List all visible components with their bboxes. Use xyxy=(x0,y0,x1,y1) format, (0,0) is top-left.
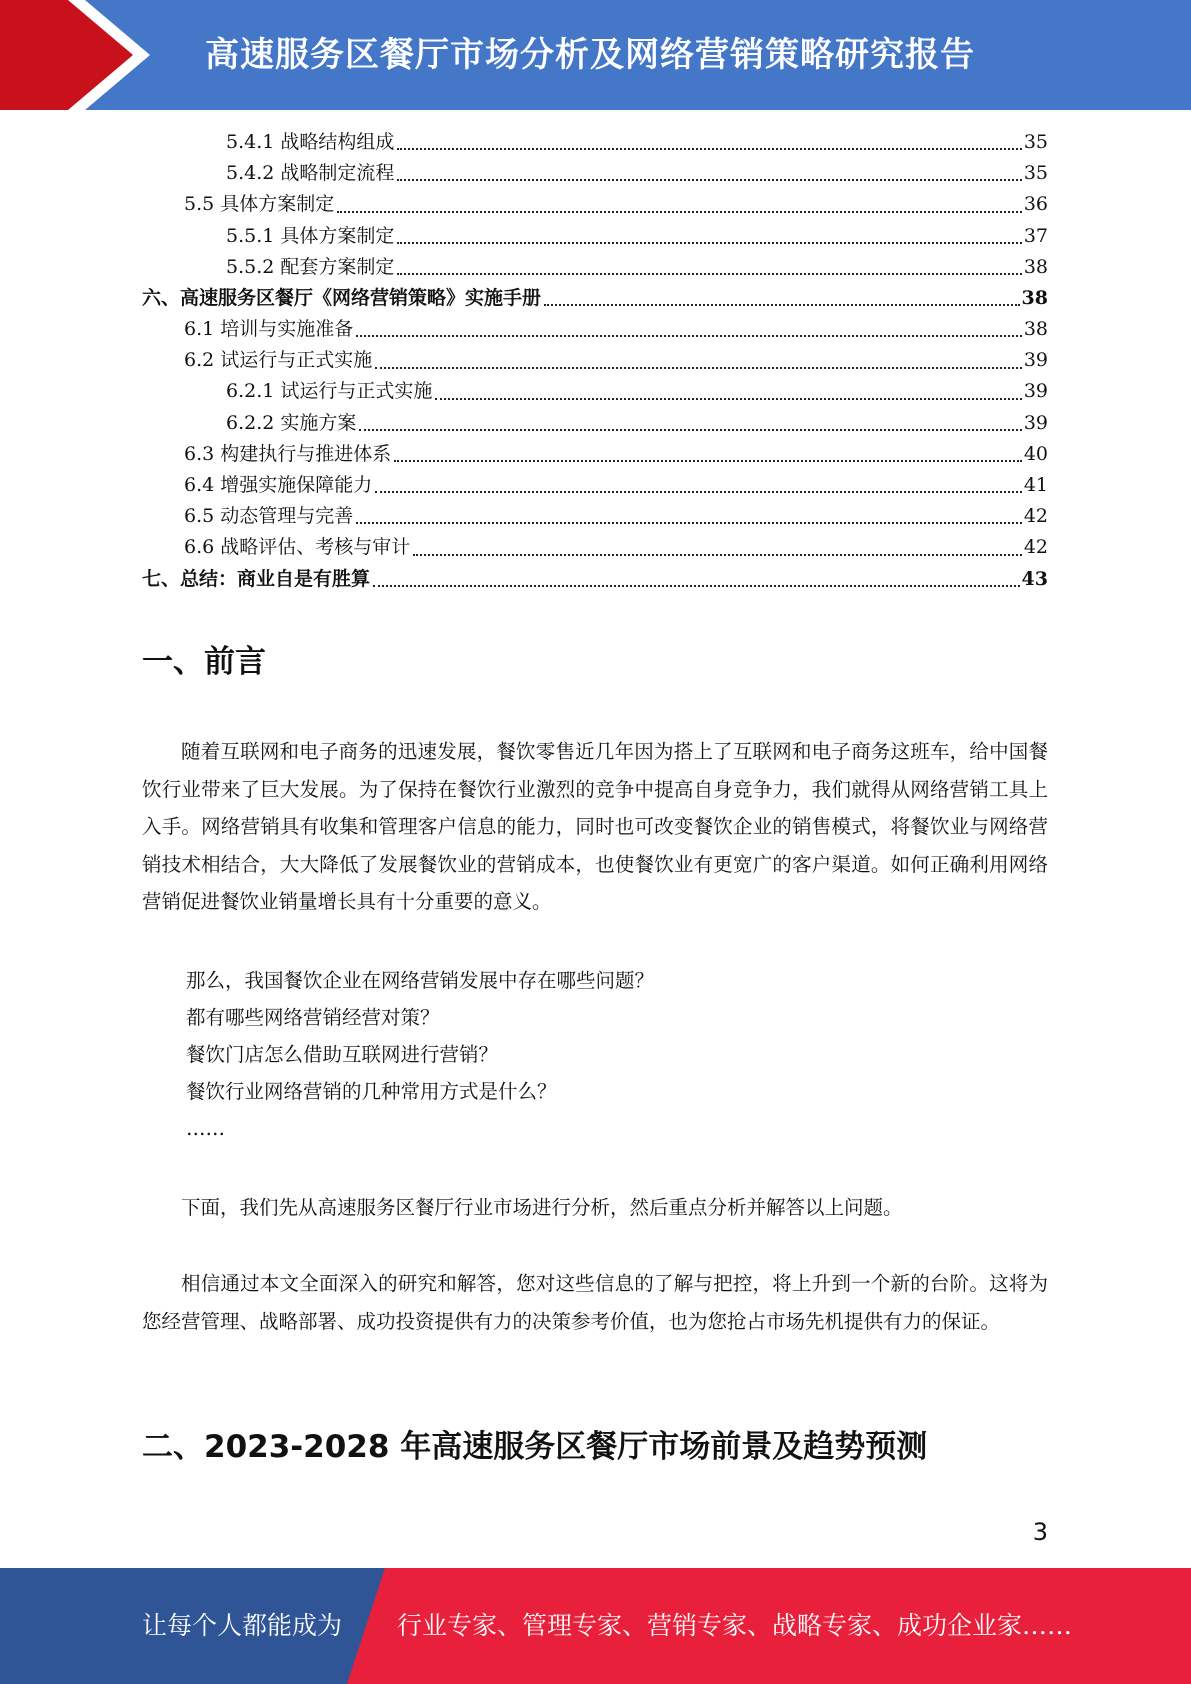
toc-entry[interactable] xyxy=(142,314,1048,345)
toc-entry[interactable] xyxy=(142,439,1048,470)
toc-entry[interactable] xyxy=(142,377,1048,408)
toc-entry-label: 5.5.1 具体方案制定 xyxy=(226,224,395,247)
toc-entry[interactable] xyxy=(142,564,1048,595)
toc-leader-dots xyxy=(397,242,1021,244)
toc-leader-dots xyxy=(337,211,1022,213)
toc-entry[interactable] xyxy=(142,127,1048,158)
toc-leader-dots xyxy=(413,554,1022,556)
preface-paragraph-2: 下面，我们先从高速服务区餐厅行业市场进行分析，然后重点分析并解答以上问题。 xyxy=(181,1196,903,1219)
question-item: 餐饮门店怎么借助互联网进行营销？ xyxy=(186,1043,499,1066)
toc-leader-dots xyxy=(435,398,1021,400)
page-number: 3 xyxy=(1032,1518,1048,1546)
question-item: …… xyxy=(186,1117,225,1140)
toc-entry-label: 六、高速服务区餐厅《网络营销策略》实施手册 xyxy=(142,286,542,309)
toc-entry[interactable] xyxy=(142,158,1048,189)
section-heading-preface: 一、前言 xyxy=(142,644,266,680)
toc-entry-label: 6.1 培训与实施准备 xyxy=(184,318,354,341)
toc-entry-label: 6.2 试运行与正式实施 xyxy=(184,349,373,372)
toc-entry-label: 6.2.1 试运行与正式实施 xyxy=(226,380,433,403)
toc-entry-label: 七、总结：商业自是有胜算 xyxy=(142,567,371,590)
toc-leader-dots xyxy=(397,273,1021,275)
question-item: 都有哪些网络营销经营对策？ xyxy=(186,1006,440,1029)
toc-entry-page: 37 xyxy=(1023,224,1048,247)
toc-leader-dots xyxy=(356,522,1022,524)
toc-entry-page: 35 xyxy=(1023,130,1048,153)
toc-leader-dots xyxy=(373,585,1020,587)
footer-slogan-left: 让每个人都能成为 xyxy=(142,1611,343,1640)
toc-entry-page: 35 xyxy=(1023,162,1048,185)
question-item: 那么，我国餐饮企业在网络营销发展中存在哪些问题？ xyxy=(186,969,655,992)
toc-leader-dots xyxy=(397,179,1021,181)
report-title: 高速服务区餐厅市场分析及网络营销策略研究报告 xyxy=(205,35,975,75)
section-heading-forecast: 二、2023-2028 年高速服务区餐厅市场前景及趋势预测 xyxy=(142,1429,928,1465)
toc-entry-page: 42 xyxy=(1023,505,1048,528)
toc-entry-page: 39 xyxy=(1023,380,1048,403)
header-arrow-decoration xyxy=(0,0,160,110)
toc-entry[interactable] xyxy=(142,252,1048,283)
toc-entry-page: 43 xyxy=(1021,567,1048,590)
preface-paragraph-3: 相信通过本文全面深入的研究和解答，您对这些信息的了解与把控，将上升到一个新的台阶。这将为您经营管理、战略部署、成功投资提供有力的决策参考价值，也为您抢占市场先机提供有力的保证。 xyxy=(142,1272,1048,1333)
toc-entry-page: 38 xyxy=(1021,286,1048,309)
question-list xyxy=(186,962,654,1147)
toc-leader-dots xyxy=(375,491,1022,493)
preface-paragraph-1: 随着互联网和电子商务的迅速发展，餐饮零售近几年因为搭上了互联网和电子商务这班车，给中国餐饮行业带来了巨大发展。为了保持在餐饮行业激烈的竞争中提高自身竞争力，我们就得从网络营销工具上入手。网络营销具有收集和管理客户信息的能力，同时也可改变餐饮企业的销售模式，将餐饮业与网络营销技术相结合，大大降低了发展餐饮业的营销成本，也使餐饮业有更宽广的客户渠道。如何正确利用网络营销促进餐饮业销量增长具有十分重要的意义。 xyxy=(142,740,1048,913)
toc-entry[interactable] xyxy=(142,345,1048,376)
toc-entry-page: 36 xyxy=(1023,193,1048,216)
footer-banner xyxy=(0,1568,1191,1684)
toc-leader-dots xyxy=(375,367,1022,369)
toc-entry-page: 40 xyxy=(1023,442,1048,465)
toc-entry-page: 38 xyxy=(1023,318,1048,341)
toc-entry-label: 5.5 具体方案制定 xyxy=(184,193,335,216)
toc-entry-label: 6.4 增强实施保障能力 xyxy=(184,474,373,497)
toc-entry[interactable] xyxy=(142,532,1048,563)
toc-entry-page: 39 xyxy=(1023,411,1048,434)
toc-leader-dots xyxy=(544,304,1020,306)
footer-slogan-right: 行业专家、管理专家、营销专家、战略专家、成功企业家…… xyxy=(397,1611,1073,1640)
toc-leader-dots xyxy=(356,335,1022,337)
question-item: 餐饮行业网络营销的几种常用方式是什么？ xyxy=(186,1080,557,1103)
toc-entry[interactable] xyxy=(142,501,1048,532)
toc-entry-label: 6.5 动态管理与完善 xyxy=(184,505,354,528)
toc-entry-page: 41 xyxy=(1023,474,1048,497)
toc-entry-label: 6.2.2 实施方案 xyxy=(226,411,357,434)
toc-entry-page: 42 xyxy=(1023,536,1048,559)
toc-entry[interactable] xyxy=(142,470,1048,501)
toc-leader-dots xyxy=(397,148,1021,150)
toc-entry-label: 5.4.2 战略制定流程 xyxy=(226,162,395,185)
toc-entry-label: 6.6 战略评估、考核与审计 xyxy=(184,536,411,559)
toc-entry-label: 5.4.1 战略结构组成 xyxy=(226,130,395,153)
toc-entry[interactable] xyxy=(142,189,1048,220)
toc-leader-dots xyxy=(359,429,1021,431)
toc-entry[interactable] xyxy=(142,408,1048,439)
toc-entry-page: 39 xyxy=(1023,349,1048,372)
table-of-contents xyxy=(142,127,1048,595)
header-banner xyxy=(0,0,1191,110)
toc-entry-label: 6.3 构建执行与推进体系 xyxy=(184,442,392,465)
toc-entry[interactable] xyxy=(142,283,1048,314)
toc-entry[interactable] xyxy=(142,221,1048,252)
toc-entry-page: 38 xyxy=(1023,255,1048,278)
toc-entry-label: 5.5.2 配套方案制定 xyxy=(226,255,395,278)
toc-leader-dots xyxy=(394,460,1022,462)
